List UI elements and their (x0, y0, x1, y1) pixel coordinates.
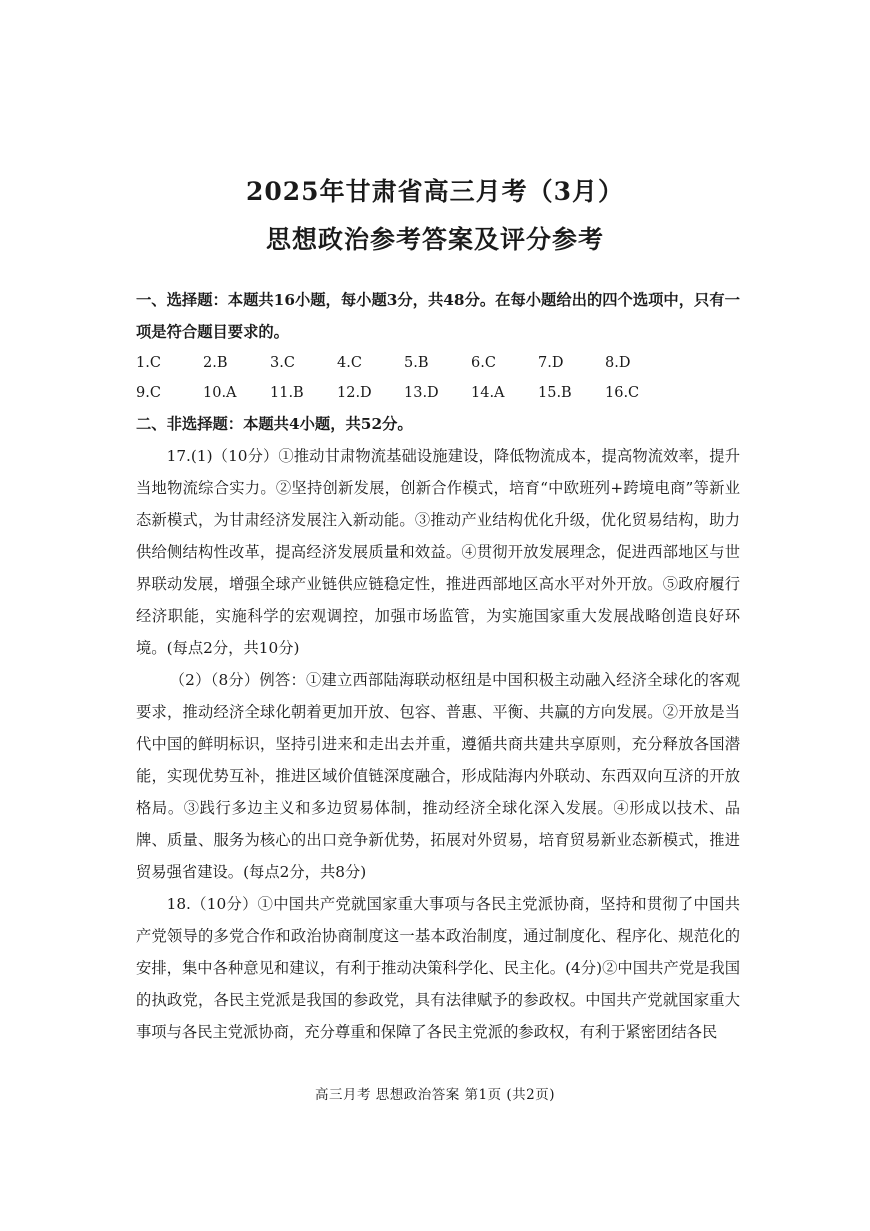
answer-item: 1.C (136, 355, 161, 371)
answer-item: 16.C (605, 385, 640, 401)
answer-item: 12.D (337, 385, 372, 401)
answer-item: 7.D (538, 355, 564, 371)
choice-answers-row-1 (136, 348, 740, 378)
page-title: 2025年甘肃省高三月考（3月） (246, 177, 624, 206)
question-17-part-1-answer: 17.(1)（10分）①推动甘肃物流基础设施建设，降低物流成本，提高物流效率，提升当地物流综合实力。②坚持创新发展，创新合作模式，培育“中欧班列+跨境电商”等新业态新模式，为甘肃经济发展注入新动能。③推动产业结构优化升级，优化贸易结构，助力供给侧结构性改革，提高经济发展质量和效益。④贯彻开放发展理念，促进西部地区与世界联动发展，增强全球产业链供应链稳定性，推进西部地区高水平对外开放。⑤政府履行经济职能，实施科学的宏观调控，加强市场监管，为实施国家重大发展战略创造良好环境。(每点2分，共10分) (136, 447, 740, 657)
section-1-heading: 一、选择题：本题共16小题，每小题3分，共48分。在每小题给出的四个选项中，只有一项是符合题目要求的。 (136, 291, 740, 341)
answer-content (136, 284, 740, 1048)
answer-item: 8.D (605, 355, 631, 371)
answer-item: 10.A (203, 385, 237, 401)
choice-answers-row-2 (136, 378, 740, 408)
answer-item: 15.B (538, 385, 572, 401)
answer-item: 9.C (136, 385, 161, 401)
question-18-answer: 18.（10分）①中国共产党就国家重大事项与各民主党派协商，坚持和贯彻了中国共产党领导的多党合作和政治协商制度这一基本政治制度，通过制度化、程序化、规范化的安排，集中各种意见和建议，有利于推动决策科学化、民主化。(4分)②中国共产党是我国的执政党，各民主党派是我国的参政党，具有法律赋予的参政权。中国共产党就国家重大事项与各民主党派协商，充分尊重和保障了各民主党派的参政权，有利于紧密团结各民 (136, 895, 740, 1041)
answer-item: 14.A (471, 385, 505, 401)
answer-item: 6.C (471, 355, 496, 371)
answer-item: 2.B (203, 355, 228, 371)
question-17-part-2-answer: （2）（8分）例答：①建立西部陆海联动枢纽是中国积极主动融入经济全球化的客观要求，推动经济全球化朝着更加开放、包容、普惠、平衡、共赢的方向发展。②开放是当代中国的鲜明标识，坚持引进来和走出去并重，遵循共商共建共享原则，充分释放各国潜能，实现优势互补，推进区域价值链深度融合，形成陆海内外联动、东西双向互济的开放格局。③践行多边主义和多边贸易体制，推动经济全球化深入发展。④形成以技术、品牌、质量、服务为核心的出口竞争新优势，拓展对外贸易，培育贸易新业态新模式，推进贸易强省建设。(每点2分，共8分) (136, 671, 740, 881)
page-footer: 高三月考 思想政治答案 第1页 (共2页) (314, 1087, 556, 1103)
answer-item: 13.D (404, 385, 439, 401)
answer-item: 11.B (270, 385, 304, 401)
answer-item: 3.C (270, 355, 295, 371)
page-subtitle: 思想政治参考答案及评分参考 (265, 225, 604, 254)
answer-item: 4.C (337, 355, 362, 371)
answer-item: 5.B (404, 355, 429, 371)
section-2-heading: 二、非选择题：本题共4小题，共52分。 (136, 415, 413, 433)
